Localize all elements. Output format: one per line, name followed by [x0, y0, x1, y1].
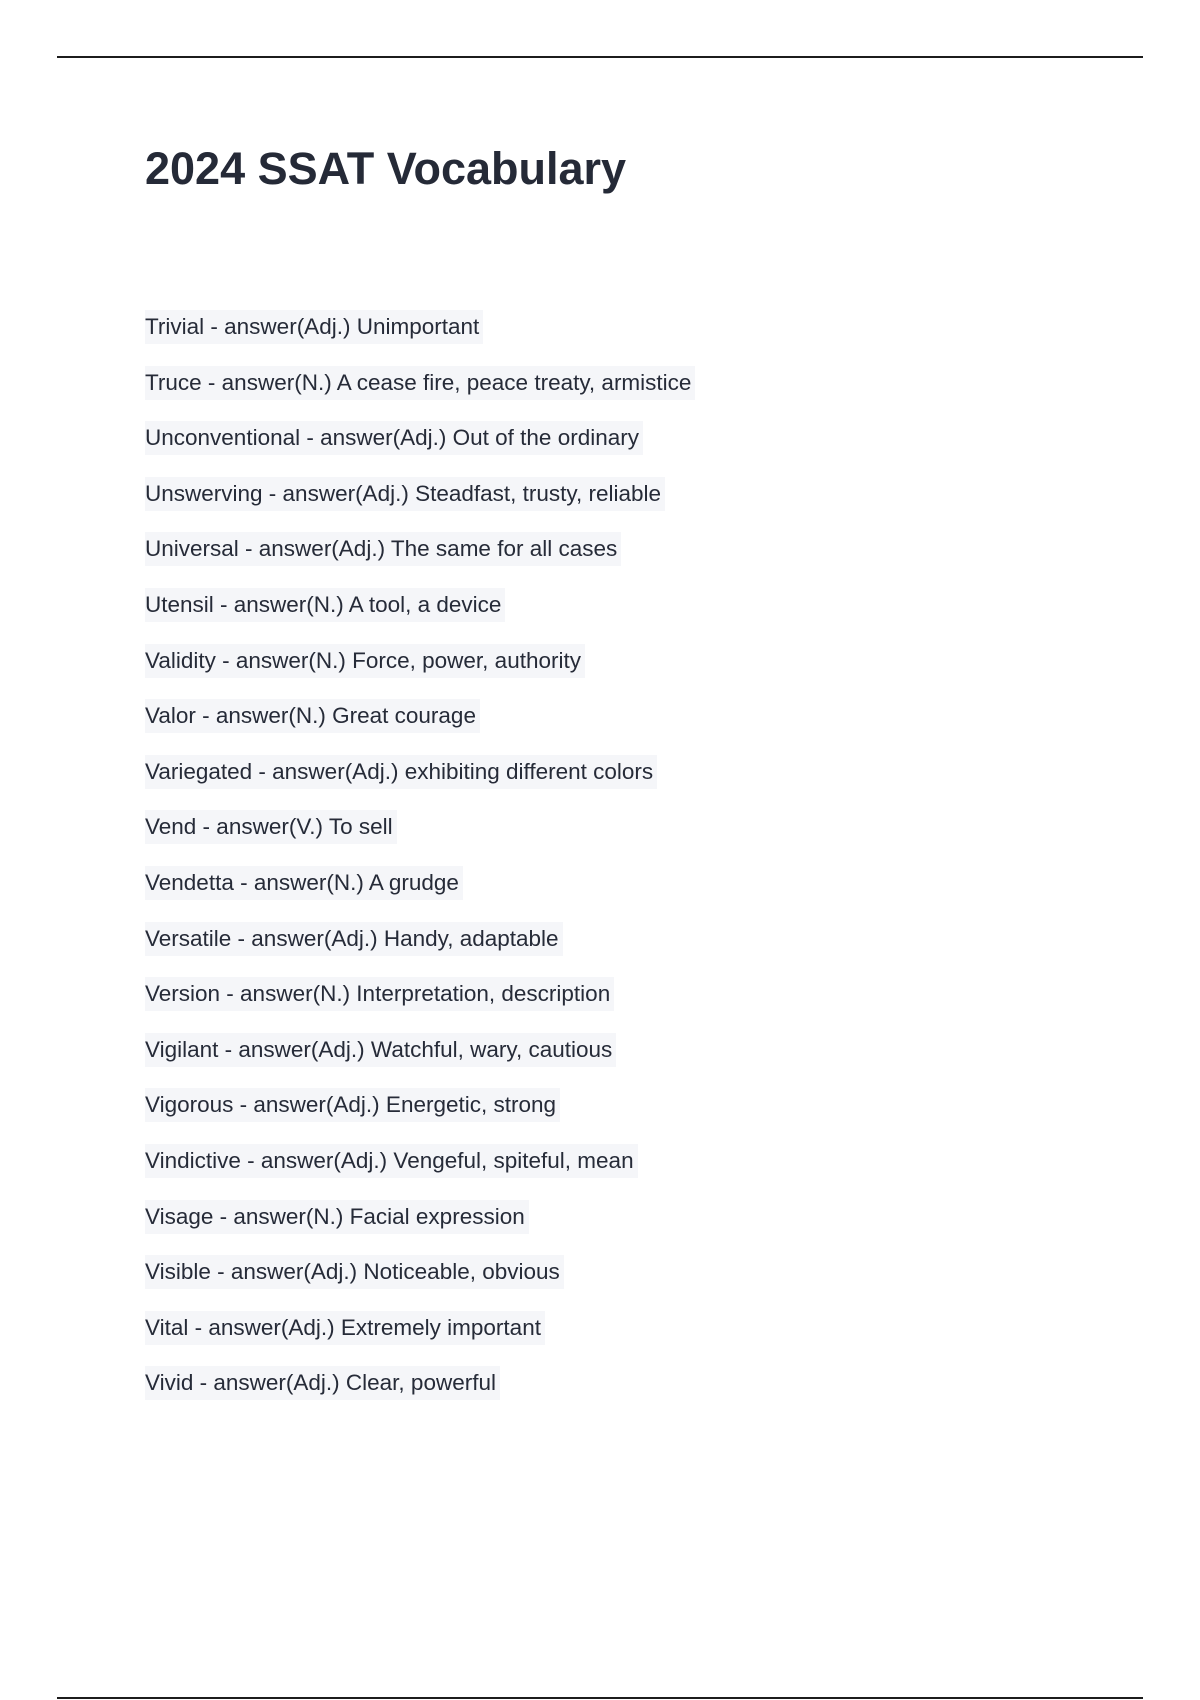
list-item	[145, 977, 695, 1033]
vocabulary-entry-text: Unconventional - answer(Adj.) Out of the ordinary	[145, 421, 643, 455]
vocabulary-entry-text: Vend - answer(V.) To sell	[145, 810, 397, 844]
list-item	[145, 866, 695, 922]
vocabulary-entry-text: Visage - answer(N.) Facial expression	[145, 1200, 529, 1234]
vocabulary-list	[145, 310, 695, 1422]
vocabulary-entry-text: Vital - answer(Adj.) Extremely important	[145, 1311, 545, 1345]
list-item	[145, 922, 695, 978]
footer-rule	[57, 1697, 1143, 1699]
vocabulary-entry-text: Versatile - answer(Adj.) Handy, adaptable	[145, 922, 563, 956]
vocabulary-entry-text: Visible - answer(Adj.) Noticeable, obvious	[145, 1255, 564, 1289]
vocabulary-entry-text: Validity - answer(N.) Force, power, authority	[145, 644, 585, 678]
list-item	[145, 1200, 695, 1256]
list-item	[145, 810, 695, 866]
list-item	[145, 366, 695, 422]
list-item	[145, 699, 695, 755]
list-item	[145, 310, 695, 366]
list-item	[145, 755, 695, 811]
list-item	[145, 1033, 695, 1089]
list-item	[145, 1311, 695, 1367]
list-item	[145, 1144, 695, 1200]
vocabulary-entry-text: Vivid - answer(Adj.) Clear, powerful	[145, 1366, 500, 1400]
vocabulary-entry-text: Truce - answer(N.) A cease fire, peace treaty, armistice	[145, 366, 695, 400]
vocabulary-entry-text: Unswerving - answer(Adj.) Steadfast, trusty, reliable	[145, 477, 665, 511]
vocabulary-entry-text: Vigilant - answer(Adj.) Watchful, wary, cautious	[145, 1033, 616, 1067]
list-item	[145, 1255, 695, 1311]
vocabulary-entry-text: Version - answer(N.) Interpretation, description	[145, 977, 614, 1011]
vocabulary-entry-text: Vendetta - answer(N.) A grudge	[145, 866, 463, 900]
list-item	[145, 477, 695, 533]
list-item	[145, 588, 695, 644]
vocabulary-entry-text: Valor - answer(N.) Great courage	[145, 699, 480, 733]
vocabulary-entry-text: Vindictive - answer(Adj.) Vengeful, spiteful, mean	[145, 1144, 638, 1178]
vocabulary-entry-text: Variegated - answer(Adj.) exhibiting different colors	[145, 755, 657, 789]
list-item	[145, 1366, 695, 1422]
vocabulary-entry-text: Vigorous - answer(Adj.) Energetic, strong	[145, 1088, 560, 1122]
vocabulary-entry-text: Trivial - answer(Adj.) Unimportant	[145, 310, 483, 344]
list-item	[145, 532, 695, 588]
list-item	[145, 421, 695, 477]
vocabulary-entry-text: Utensil - answer(N.) A tool, a device	[145, 588, 505, 622]
list-item	[145, 1088, 695, 1144]
header-rule	[57, 56, 1143, 58]
document-title: 2024 SSAT Vocabulary	[145, 143, 627, 194]
vocabulary-entry-text: Universal - answer(Adj.) The same for all cases	[145, 532, 621, 566]
list-item	[145, 644, 695, 700]
